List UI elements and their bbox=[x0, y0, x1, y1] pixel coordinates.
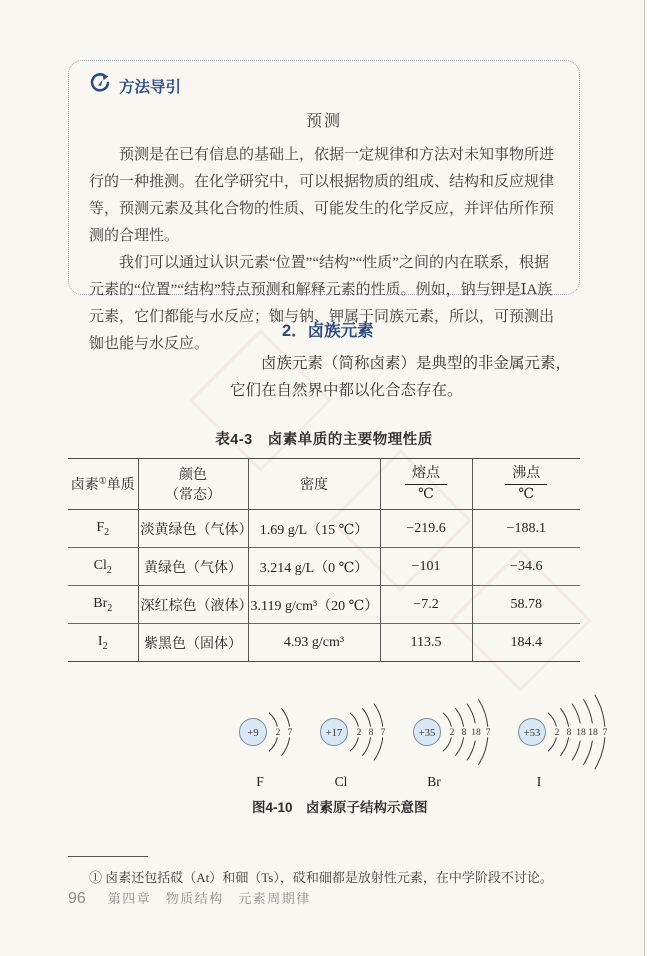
cell-melting: −219.6 bbox=[380, 510, 472, 548]
table-header-row bbox=[68, 459, 580, 510]
cell-boiling: 184.4 bbox=[472, 624, 580, 662]
footnote: ① 卤素还包括砹（At）和鿬（Ts），砹和鿬都是放射性元素，在中学阶段不讨论。 bbox=[89, 870, 553, 885]
atom-diagram-Br bbox=[410, 692, 501, 790]
cell-boiling: 58.78 bbox=[472, 586, 580, 624]
footnote-divider bbox=[68, 856, 148, 857]
cell-color: 紫黑色（固体） bbox=[138, 624, 248, 662]
svg-text:7: 7 bbox=[287, 728, 293, 739]
atom-symbol-label: Br bbox=[427, 774, 441, 789]
header-boiling: $\frac{\text{沸点}}{℃}$ bbox=[472, 459, 580, 510]
cell-formula: $Cl_2$ bbox=[68, 548, 138, 586]
svg-text:2: 2 bbox=[449, 728, 455, 739]
table-caption: 表4-3 卤素单质的主要物理性质 bbox=[215, 432, 433, 448]
cell-formula: $F_2$ bbox=[96, 519, 110, 538]
page-number: 96 bbox=[68, 890, 86, 907]
cell-boiling: −188.1 bbox=[472, 510, 580, 548]
cell-melting: 113.5 bbox=[380, 624, 472, 662]
section-paragraph: 卤族元素（简称卤素）是典型的非金属元素，它们在自然界中都以化合态存在。 bbox=[230, 355, 572, 399]
table-row bbox=[68, 624, 580, 662]
cell-formula: $Br_2$ bbox=[68, 586, 138, 624]
header-density: 密度 bbox=[248, 459, 380, 510]
svg-text:7: 7 bbox=[602, 728, 608, 739]
cell-color: 黄绿色（气体） bbox=[138, 548, 248, 586]
cell-density: 1.69 g/L（15 ℃） bbox=[248, 510, 380, 548]
chapter-title: 第四章 物质结构 元素周期律 bbox=[107, 891, 311, 906]
svg-text:2: 2 bbox=[554, 728, 560, 739]
cell-boiling: −34.6 bbox=[472, 548, 580, 586]
svg-text:7: 7 bbox=[485, 728, 491, 739]
cell-color: 深红棕色（液体） bbox=[138, 586, 248, 624]
svg-text:18: 18 bbox=[576, 728, 586, 739]
header-melting: $\frac{\text{熔点}}{℃}$ bbox=[380, 459, 472, 510]
atom-structure-diagrams bbox=[236, 692, 608, 790]
svg-text:+35: +35 bbox=[418, 727, 436, 739]
cell-color: 淡黄绿色（气体） bbox=[138, 510, 248, 548]
cell-formula: $I_2$ bbox=[68, 624, 138, 662]
cell-melting: −101 bbox=[380, 548, 472, 586]
atom-diagram-I bbox=[515, 692, 618, 790]
cell-density: 3.119 g/cm³（20 ℃） bbox=[248, 586, 380, 624]
table-row bbox=[68, 586, 580, 624]
svg-text:+9: +9 bbox=[247, 727, 259, 739]
box-paragraph: 预测是在已有信息的基础上，依据一定规律和方法对未知事物所进行的一种推测。在化学研究中，可以根据物质的组成、结构和反应规律等，预测元素及其化合物的性质、可能发生的化学反应，并评估所作预测的合理性。 bbox=[89, 147, 555, 244]
svg-text:18: 18 bbox=[471, 728, 481, 739]
svg-text:8: 8 bbox=[566, 728, 572, 739]
atom-diagram-Cl bbox=[317, 692, 396, 790]
figure-caption: 图4-10 卤素原子结构示意图 bbox=[252, 800, 428, 815]
atom-symbol-label: I bbox=[536, 774, 542, 789]
svg-text:18: 18 bbox=[588, 728, 598, 739]
svg-text:2: 2 bbox=[275, 728, 281, 739]
table-row bbox=[68, 548, 580, 586]
atom-symbol-label: Cl bbox=[334, 774, 348, 789]
svg-text:+17: +17 bbox=[325, 727, 343, 739]
svg-text:8: 8 bbox=[461, 728, 467, 739]
svg-text:8: 8 bbox=[368, 728, 374, 739]
cell-melting: −7.2 bbox=[380, 586, 472, 624]
atom-symbol-label: F bbox=[256, 774, 264, 789]
page-footer bbox=[68, 888, 311, 908]
table-row bbox=[68, 510, 580, 548]
circular-arrow-icon bbox=[89, 72, 111, 99]
halogen-properties-table bbox=[68, 458, 580, 662]
method-guide-header bbox=[89, 72, 559, 99]
box-title: 预测 bbox=[305, 113, 342, 130]
method-guide-label: 方法导引 bbox=[119, 78, 182, 96]
svg-text:+53: +53 bbox=[523, 727, 541, 739]
header-color: 颜色 （常态） bbox=[138, 459, 248, 510]
header-halogen: 卤素①单质 bbox=[68, 459, 138, 510]
section-heading: 2．卤族元素 bbox=[282, 322, 374, 340]
svg-text:2: 2 bbox=[356, 728, 362, 739]
cell-density: 4.93 g/cm³ bbox=[248, 624, 380, 662]
box-paragraph: 我们可以通过认识元素“位置”“结构”“性质”之间的内在联系，根据元素的“位置”“结构”特点预测和解释元素的性质。例如，钠与钾是ⅠA族元素，它们都能与水反应；铷与钠、钾属于同族元素，所以，可预测出铷也能与水反应。 bbox=[89, 255, 555, 352]
svg-text:7: 7 bbox=[380, 728, 386, 739]
cell-density: 3.214 g/L（0 ℃） bbox=[248, 548, 380, 586]
atom-diagram-F bbox=[236, 692, 303, 790]
